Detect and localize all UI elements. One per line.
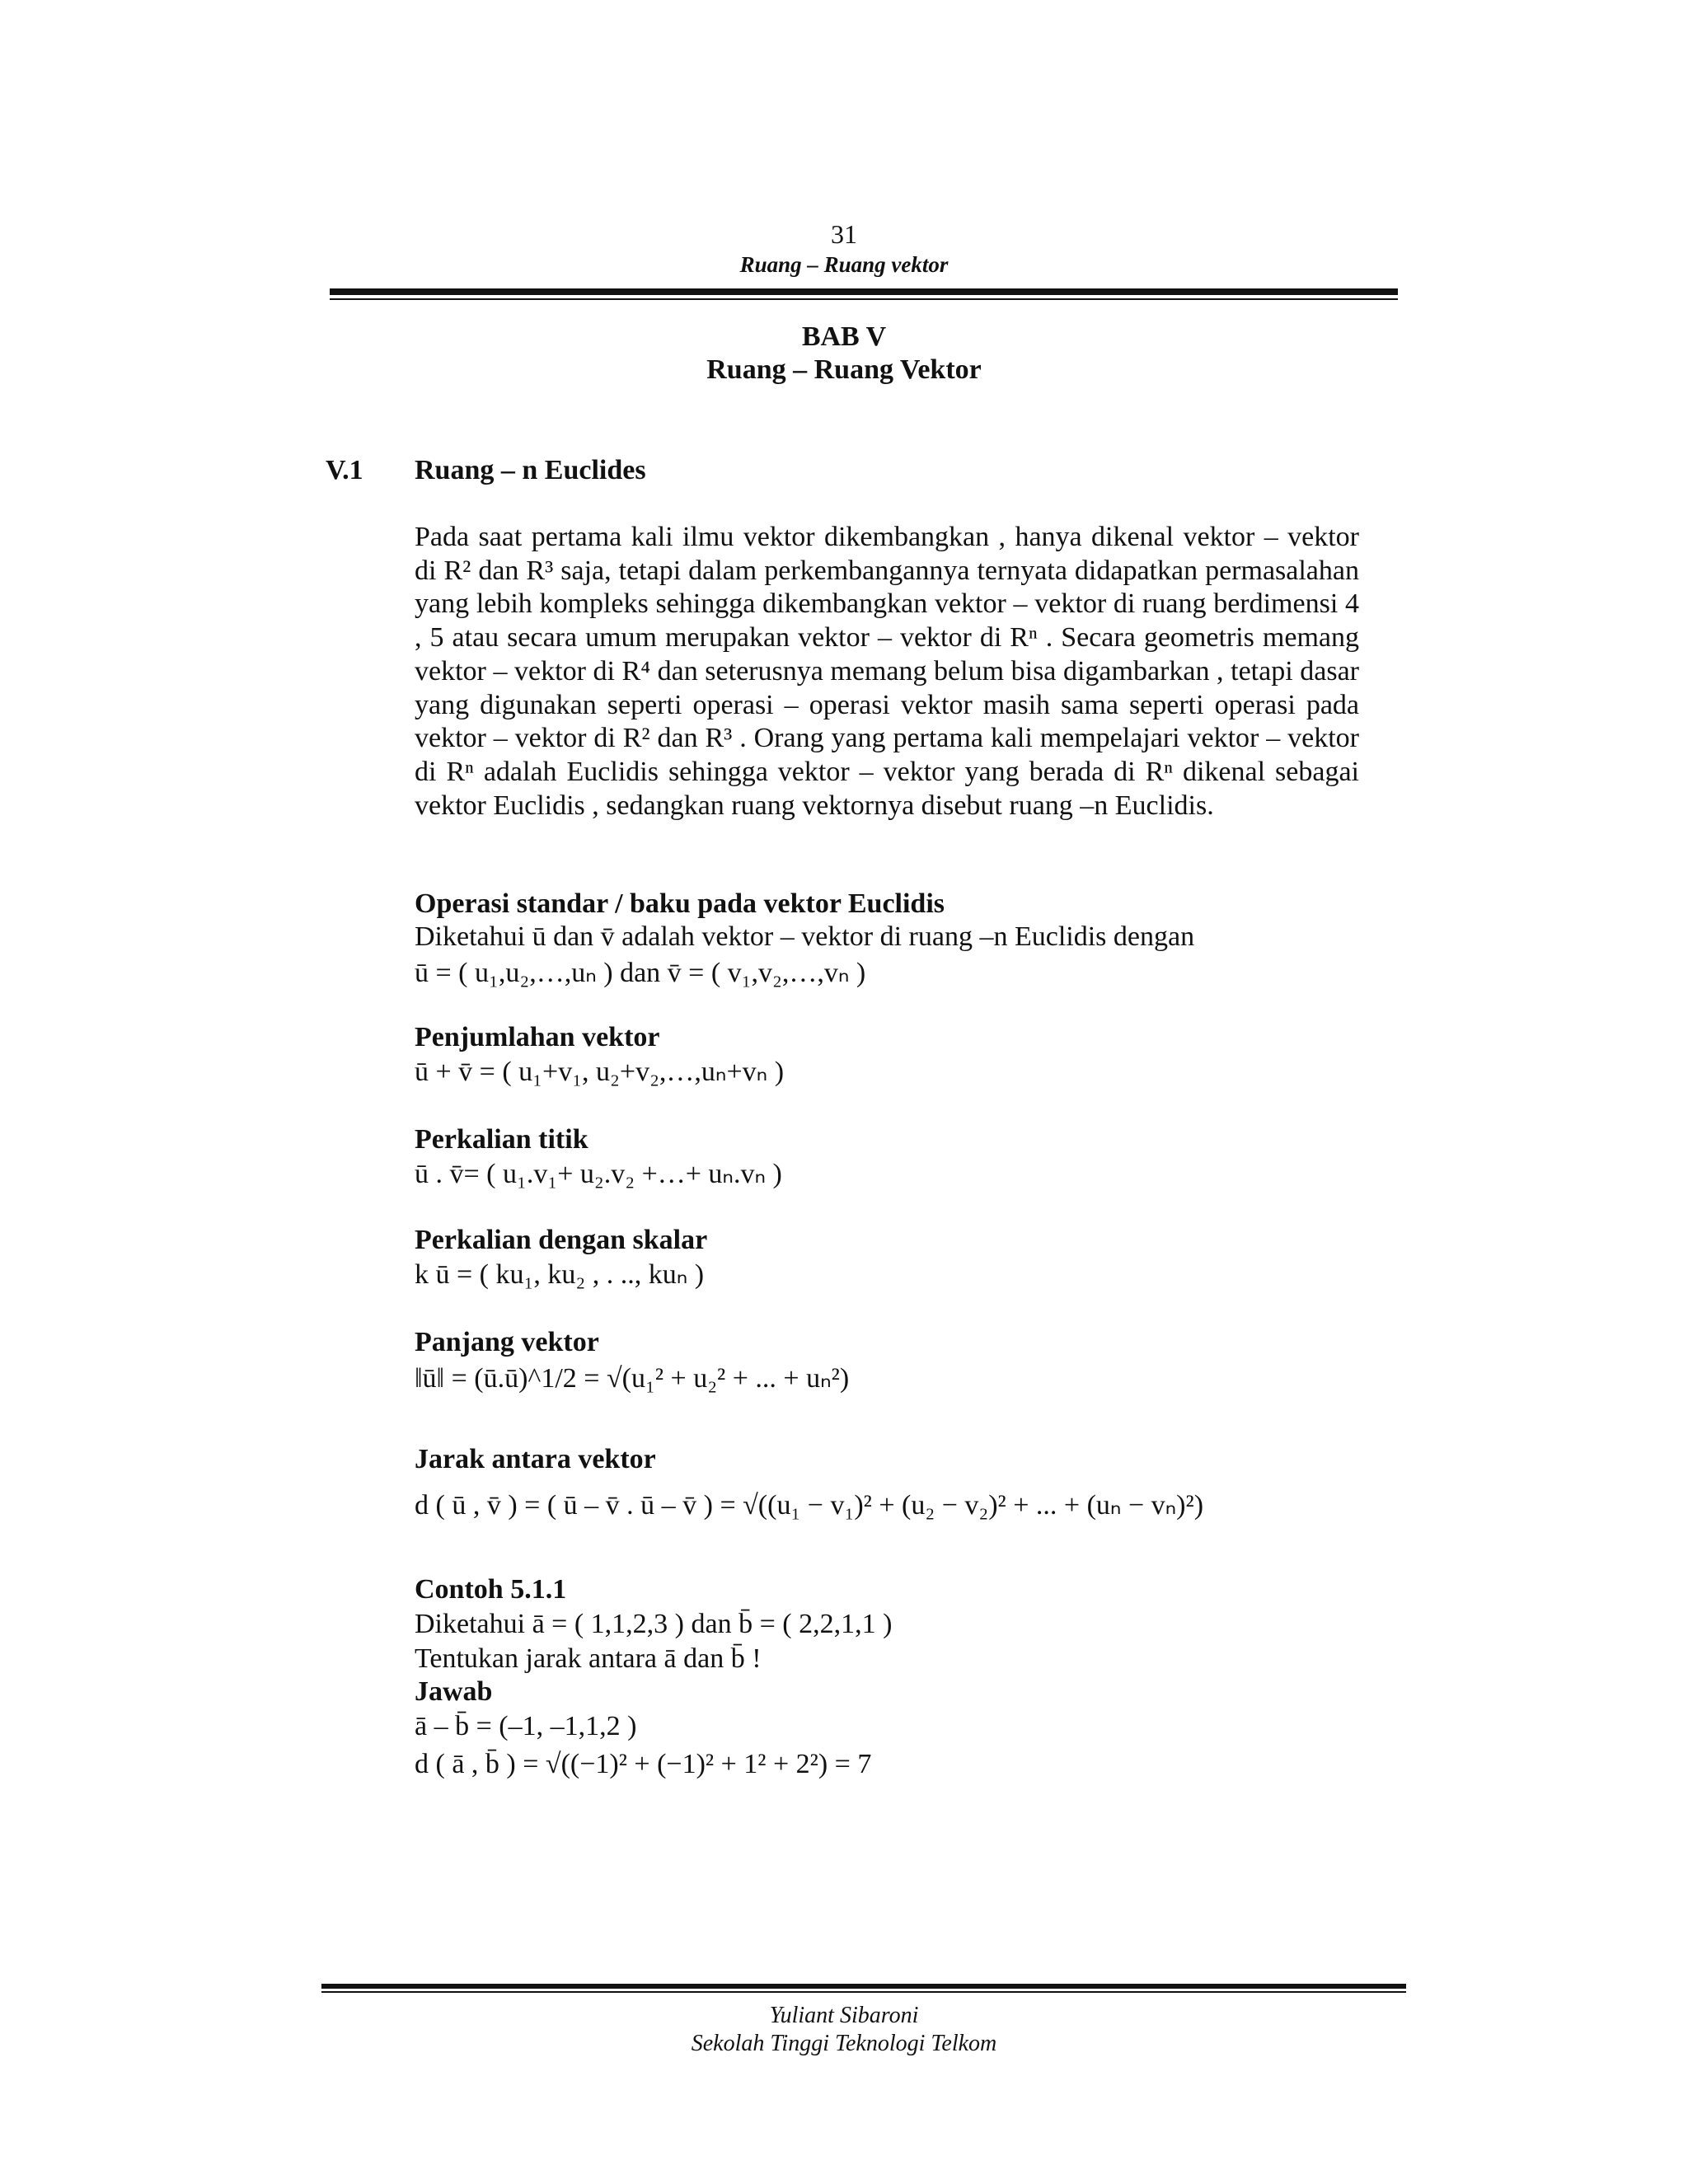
example-answer-label: Jawab	[415, 1676, 493, 1707]
distance-heading: Jarak antara vektor	[415, 1444, 656, 1474]
example-given: Diketahui ā = ( 1,1,2,3 ) dan b̄ = ( 2,2,1,1 )	[415, 1609, 893, 1639]
scalar-formula: k ū = ( ku₁, ku₂ , . .., kuₙ )	[415, 1259, 705, 1290]
section-number: V.1	[326, 455, 363, 485]
length-heading: Panjang vektor	[415, 1327, 599, 1357]
distance-formula: d ( ū , v̄ ) = ( ū – v̄ . ū – v̄ ) = √((u₁ − v₁)² + (u₂ − v₂)² + ... + (uₙ − vₙ)²)	[415, 1490, 1204, 1521]
chapter-title: Ruang – Ruang Vektor	[706, 354, 982, 385]
scalar-heading: Perkalian dengan skalar	[415, 1225, 708, 1255]
chapter-label: BAB V	[801, 321, 887, 352]
intro-paragraph	[415, 521, 1359, 823]
operations-heading: Operasi standar / baku pada vektor Euclidis	[415, 888, 945, 919]
operations-definition: ū = ( u₁,u₂,…,uₙ ) dan v̄ = ( v₁,v₂,…,vₙ )	[415, 958, 866, 988]
length-formula: ‖ū‖ = (ū.ū)^1/2 = √(u₁² + u₂² + ... + uₙ²)	[415, 1363, 850, 1394]
section-title: Ruang – n Euclides	[415, 455, 646, 485]
addition-formula: ū + v̄ = ( u₁+v₁, u₂+v₂,…,uₙ+vₙ )	[415, 1057, 785, 1087]
header-rule-thick	[330, 288, 1398, 295]
example-step-1: ā – b̄ = (–1, –1,1,2 )	[415, 1711, 637, 1741]
header-rule-thin	[330, 298, 1398, 300]
footer-institution: Sekolah Tinggi Teknologi Telkom	[691, 2031, 997, 2056]
example-question: Tentukan jarak antara ā dan b̄ !	[415, 1643, 762, 1674]
addition-heading: Penjumlahan vektor	[415, 1022, 660, 1052]
dot-product-heading: Perkalian titik	[415, 1124, 588, 1155]
example-step-2: d ( ā , b̄ ) = √((−1)² + (−1)² + 1² + 2²) = 7	[415, 1749, 872, 1779]
page-number: 31	[831, 219, 857, 249]
dot-product-formula: ū . v̄= ( u₁.v₁+ u₂.v₂ +…+ uₙ.vₙ )	[415, 1159, 782, 1189]
running-title: Ruang – Ruang vektor	[739, 252, 949, 277]
operations-given: Diketahui ū dan v̄ adalah vektor – vektor di ruang –n Euclidis dengan	[415, 921, 1195, 952]
example-heading: Contoh 5.1.1	[415, 1574, 567, 1605]
footer-rule-thick	[321, 1984, 1406, 1989]
intro-paragraph-text: Pada saat pertama kali ilmu vektor dikembangkan , hanya dikenal vektor – vektor di R² dan R³ saja, tetapi dalam perkembangannya ternyata didapatkan permasalahan yang lebih kompleks sehingga dikembangkan vektor – vektor di ruang berdimensi 4 , 5 atau secara umum merupakan vektor – vektor di Rⁿ . Secara geometris memang vektor – vektor di R⁴ dan seterusnya memang belum bisa digambarkan , tetapi dasar yang digunakan seperti operasi – operasi vektor masih sama seperti operasi pada vektor – vektor di R² dan R³ . Orang yang pertama kali mempelajari vektor – vektor di Rⁿ adalah Euclidis sehingga vektor – vektor yang berada di Rⁿ dikenal sebagai vektor Euclidis , sedangkan ruang vektornya disebut ruang –n Euclidis.	[415, 522, 1359, 821]
footer-author: Yuliant Sibaroni	[769, 2003, 919, 2028]
footer-rule-thin	[321, 1991, 1406, 1993]
